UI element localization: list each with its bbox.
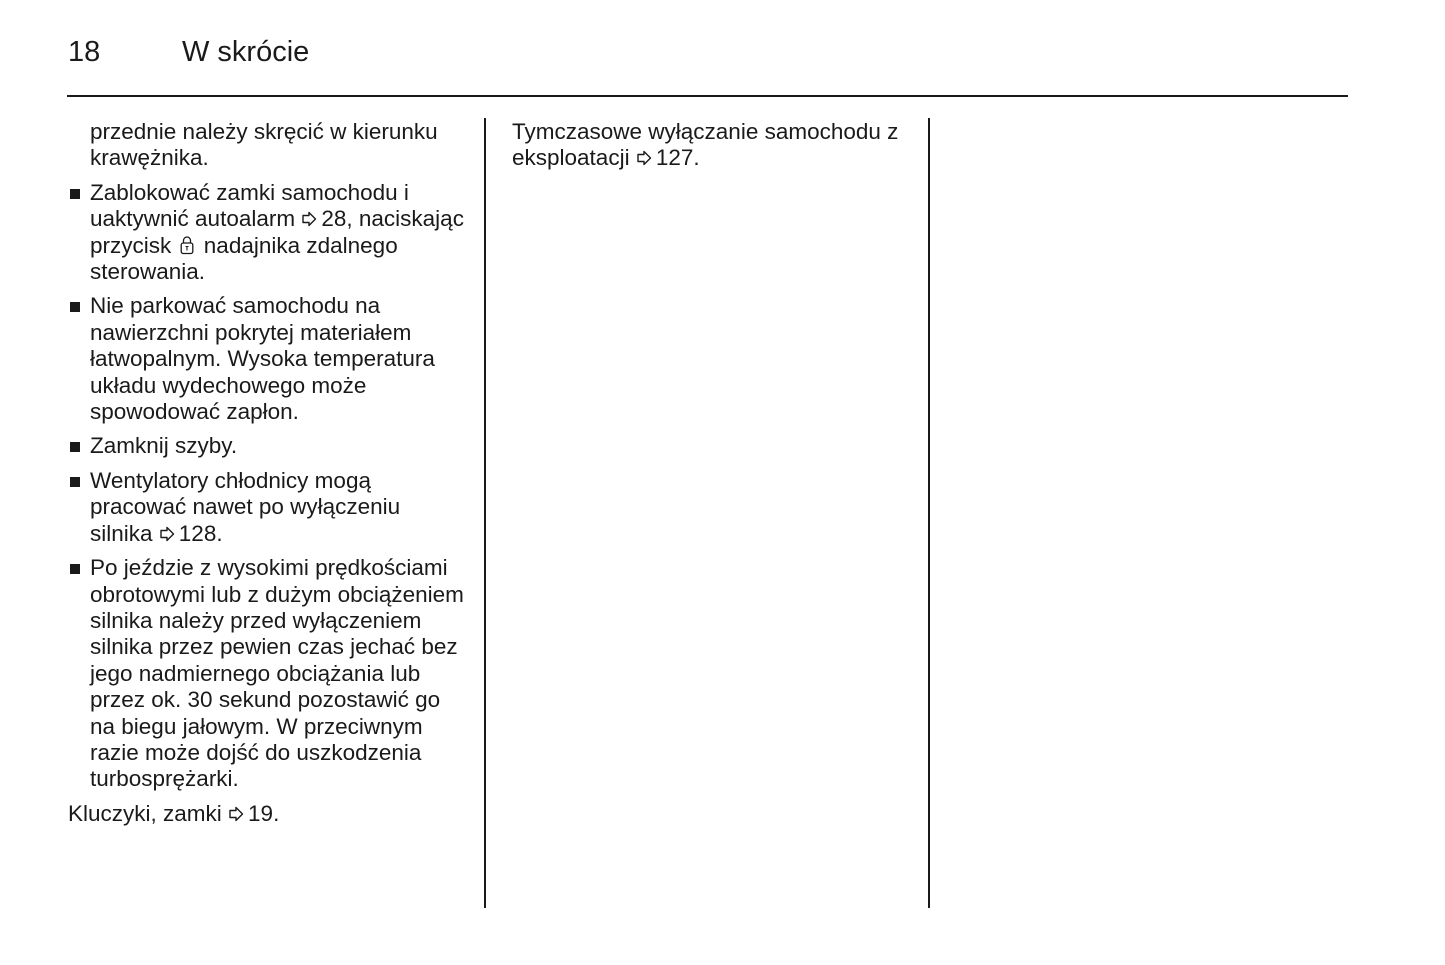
page-reference-arrow-icon <box>228 806 244 822</box>
bullet-marker <box>70 302 80 312</box>
bullet-list <box>68 180 468 793</box>
page-reference[interactable]: 128 <box>178 520 217 546</box>
header-rule <box>67 95 1348 97</box>
list-item <box>68 180 468 286</box>
bullet-marker <box>70 564 80 574</box>
item-text: Zablokować zamki samochodu i uaktywnić autoalarm <box>90 179 409 232</box>
bullet-marker <box>70 189 80 199</box>
bullet-marker <box>70 477 80 487</box>
item-text: Nie parkować samochodu na nawierzchni pokrytej materiałem łatwopalnym. Wysoka temperatura układu wydechowego może spowodować zapłon. <box>90 293 435 425</box>
item-text: Zamknij szyby. <box>90 433 238 459</box>
page-title: W skrócie <box>182 36 310 68</box>
item-text: Wentylatory chłodnicy mogą pracować nawet po wyłączeniu silnika <box>90 467 401 546</box>
page-reference[interactable]: 127 <box>655 145 694 171</box>
item-text: nadajnika zdalnego sterowania. <box>90 232 398 285</box>
item-text: . <box>216 520 223 546</box>
page-reference[interactable]: 28 <box>321 206 347 232</box>
item-text: Po jeździe z wysokimi prędkościami obrotowymi lub z dużym obciążeniem silnika należy przed wyłączeniem silnika przez pewien czas jechać bez jego nadmiernego obciążania lub przez ok. 30 sekund pozostawić go na biegu jałowym. W przeciwnym razie może dojść do uszkodzenia turbosprężarki. <box>90 555 464 792</box>
page-reference-arrow-icon <box>301 211 317 227</box>
column-divider <box>484 118 486 908</box>
page-number: 18 <box>68 36 101 68</box>
middle-column <box>512 119 912 172</box>
intro-paragraph: przednie należy skręcić w kierunku krawężnika. <box>90 119 438 171</box>
page-reference-arrow-icon <box>636 150 652 166</box>
page-reference[interactable]: 19 <box>248 800 274 826</box>
bullet-marker <box>70 442 80 452</box>
paragraph-text: . <box>693 145 700 171</box>
list-item <box>68 555 468 793</box>
left-column <box>68 119 468 827</box>
paragraph-text: Kluczyki, zamki <box>68 800 222 826</box>
cross-reference-paragraph <box>68 801 468 827</box>
list-item <box>68 293 468 425</box>
cross-reference-paragraph <box>512 119 912 172</box>
paragraph-text: . <box>273 800 280 826</box>
page-reference-arrow-icon <box>159 526 175 542</box>
lock-button-icon <box>180 235 194 255</box>
list-item <box>68 468 468 547</box>
item-text: , naciskając przycisk <box>90 206 464 258</box>
paragraph-text: Tymczasowe wyłączanie samochodu z eksploatacji <box>512 119 899 171</box>
list-item <box>68 433 468 459</box>
column-divider <box>928 118 930 908</box>
